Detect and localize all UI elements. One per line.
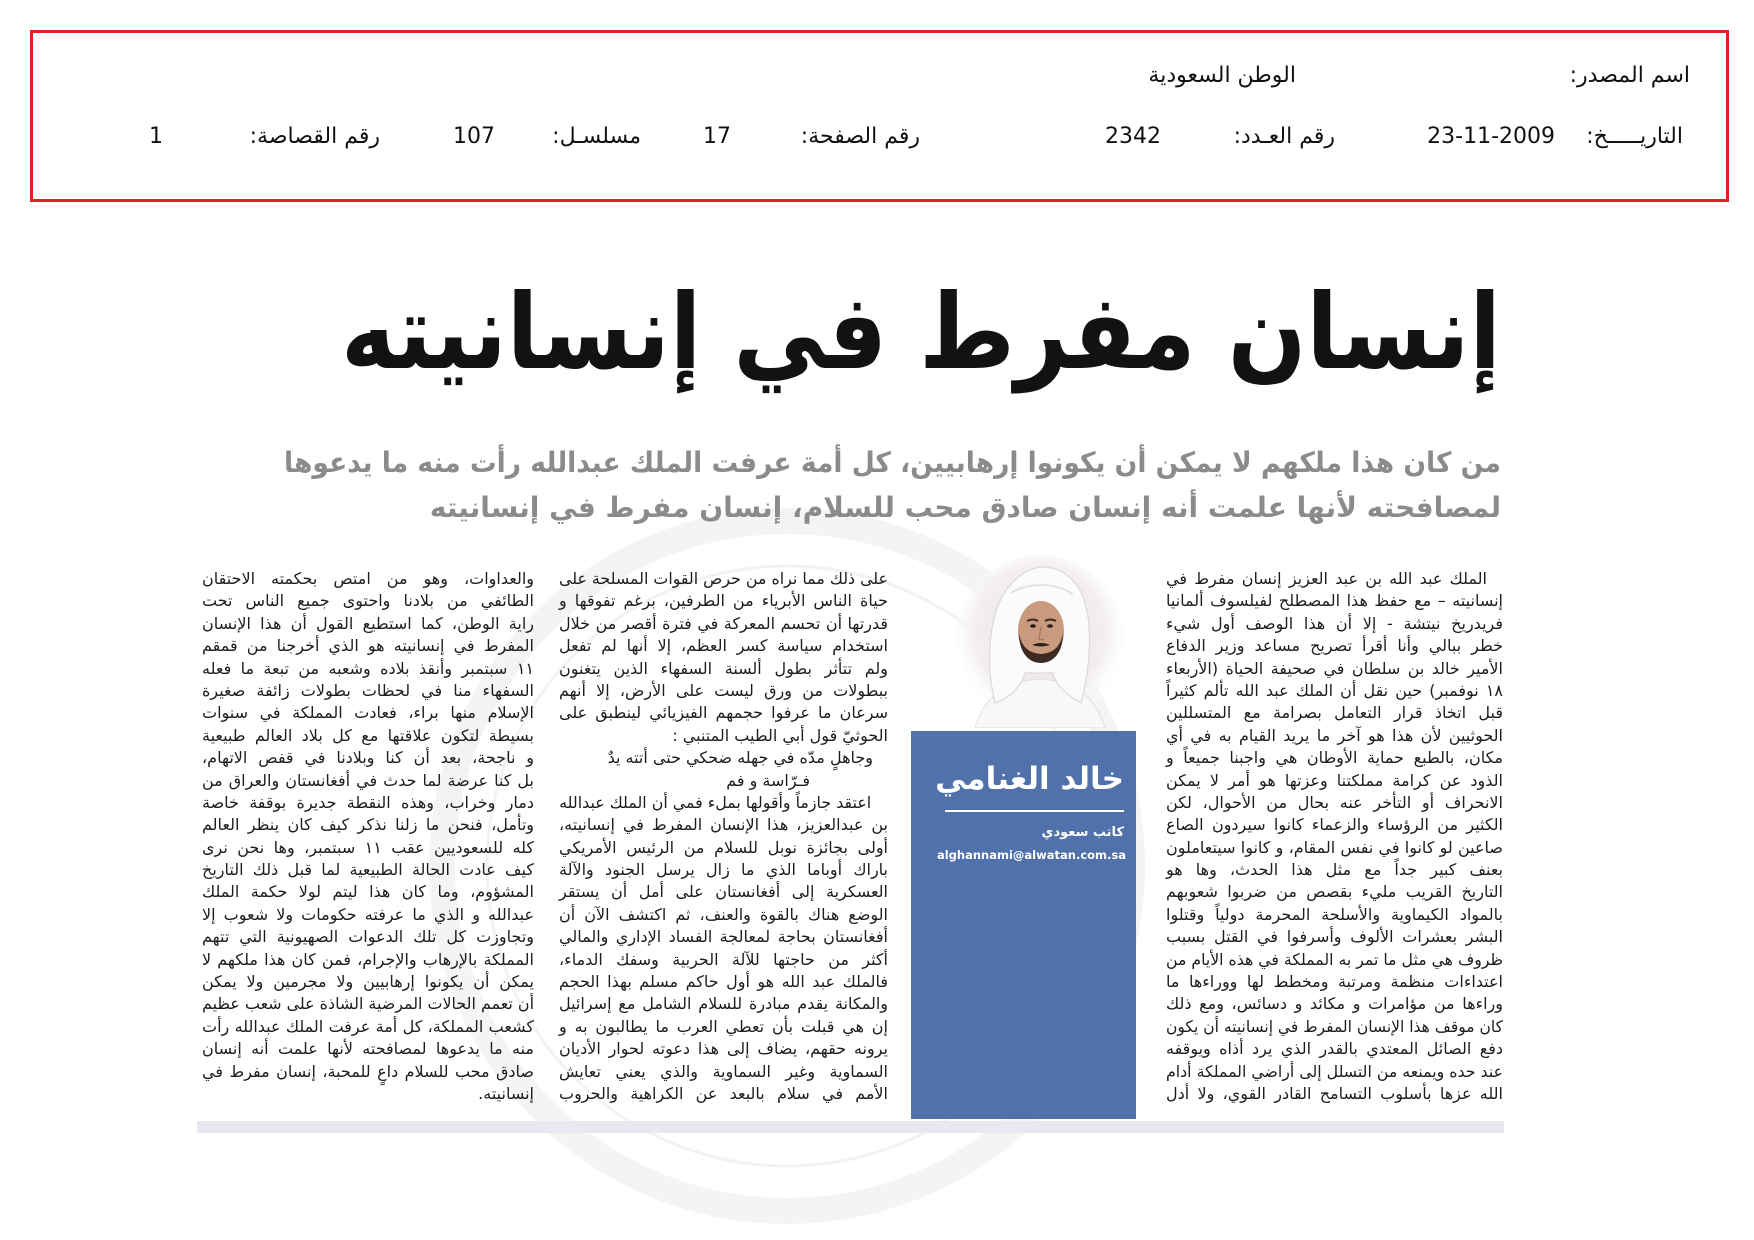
source-label: اسم المصدر: <box>1569 63 1690 88</box>
article-line: بالمواد الكيماوية والأسلحة المحرمة دولياً وقتلوا <box>1166 904 1503 924</box>
subheadline-line: من كان هذا ملكهم لا يمكن أن يكونوا إرهابيين، كل أمة عرفت الملك عبدالله رأت منه ما يدعوها <box>284 446 1502 479</box>
article-line: يمكن أن يكونوا إرهابيين ولا مجرمين ولا يمكن <box>202 972 534 992</box>
article-line: ١٨ نوفمبر) حين نقل أن الملك عبد الله تألم كثيراً <box>1166 680 1503 700</box>
article-line: بل كنا عرضة لما حدث في أفغانستان والعراق من <box>202 770 534 790</box>
article-line: اعتداءات منظمة ومرتبة ومخطط لها ووراءها ما <box>1166 972 1503 992</box>
article-line: كشعب المملكة، كل أمة عرفت الملك عبدالله رأت <box>202 1016 534 1036</box>
article-line: الله عزها بأسلوب التسامح القادر القوي، ولا أدل <box>1166 1083 1503 1103</box>
clipping-header-box <box>30 30 1729 202</box>
bottom-rule <box>197 1121 1504 1133</box>
article-line: أفغانستان بحاجة لمعالجة الفساد الإداري والمالي <box>559 927 888 947</box>
article-line: الحوثيّ قول أبي الطيب المتنبي : <box>672 725 888 745</box>
article-line: بن عبدالعزيز، هذا الإنسان المفرط في إنسانيته، <box>559 815 888 835</box>
article-line: وتجاوزت كل تلك الدعوات الصهيونية التي تتهم <box>202 927 534 947</box>
source-value: الوطن السعودية <box>1148 63 1296 88</box>
article-line: فريدريخ نيتشة - إلا أن هذا الوصف أول شيء <box>1166 613 1503 633</box>
article-line: بسيطة لتكون علاقتها مع كل بلاد العالم طبيعية <box>202 725 534 745</box>
article-line: الحوثيين لأن هذا هو آخر ما يريد القيام به في أي <box>1166 725 1503 745</box>
article-line: الأمير خالد بن سلطان في صحيفة الحياة (الأربعاء <box>1166 658 1503 678</box>
article-line: صاعين لو كانوا في نفس المقام، و كانوا سيتعاملون <box>1166 837 1503 857</box>
serial-label: مسلسـل: <box>552 124 641 149</box>
issue-label: رقم العـدد: <box>1233 124 1335 149</box>
article-line: الذود عن كرامة مملكتنا وعزتها هو أمر لا يمكن <box>1166 770 1503 790</box>
article-line: أكثر من حاجتها للآلة الحربية وسفك الدماء، <box>559 949 888 969</box>
article-line: الأمم في سلام بالبعد عن الكراهية والحروب <box>559 1083 888 1103</box>
article-line: إن هي قبلت بأن تعطي العرب ما يطالبون به و <box>559 1016 888 1036</box>
clipping-value: 1 <box>149 124 163 149</box>
article-line: ١١ سبتمبر وأنقذ بلاده وشعبه من تبعة ما فعله <box>202 658 534 678</box>
article-line: أولى بجائزة نوبل للسلام من الرئيس الأمريكي <box>559 837 888 857</box>
article-line: كيف عادت الحالة الطبيعية لما قبل ذلك التاريخ <box>202 860 534 880</box>
article-line: اعتقد جازماً وأقولها بملء فمي أن الملك عبدالله <box>559 792 872 812</box>
clipping-label: رقم القصاصة: <box>249 124 380 149</box>
article-line: بعنف كبير جداً مع مثل هذا الحدث، وها هو <box>1166 860 1503 880</box>
author-title: كاتب سعودي <box>1041 825 1124 840</box>
article-line: المشؤوم، وما كان هذا ليتم لولا حكمة الملك <box>202 882 534 902</box>
article-line: الملك عبد الله بن عبد العزيز إنسان مفرط في <box>1166 569 1487 588</box>
article-line: و ناجحة، بعد أن كنا وبلادنا في قفص الاتهام، <box>202 748 534 768</box>
article-line: الكثير من الرؤساء والزعماء كانوا سيردون الصاع <box>1166 815 1503 835</box>
article-line: العسكرية إلى أفغانستان على أمل أن يستقر <box>559 882 888 902</box>
article-line: وراءها من مؤامرات و مكائد و دسائس، ومع ذلك <box>1166 994 1503 1014</box>
author-divider <box>945 810 1124 812</box>
article-line: على ذلك مما نراه من حرص القوات المسلحة على <box>558 569 888 588</box>
article-line: سرعان ما عرفوا حجمهم الفيزيائي لينطبق على <box>559 703 888 723</box>
article-line: والمكانة يقدم مبادرة للسلام الشامل مع إسرائيل <box>559 994 888 1014</box>
article-line: السماوية وغير السماوية والذي يعني تعايش <box>559 1061 888 1081</box>
article-line: دفع الصائل المعتدي بالقدر الذي يرد أذاه ويوقفه <box>1166 1039 1503 1059</box>
article-line: الإسلام منها براء، فعادت المملكة في سنوات <box>202 703 534 723</box>
article-line: وتأمل، فنحن ما زلنا نذكر كيف كان ينظر العالم <box>202 815 534 835</box>
article-line: صادق محب للسلام داعٍ للمحبة، إنسان مفرط في <box>202 1061 534 1081</box>
article-column <box>559 568 888 1105</box>
article-line: المملكة بالإرهاب والإجرام، فمن كان هذا ملكهم لا <box>202 949 534 969</box>
article-line: أن تعمم الحالات المرضية الشاذة على شعب عظيم <box>201 994 535 1014</box>
article-line: عند حده ويمنعه من التسلل إلى أراضي المملكة أدام <box>1166 1061 1503 1081</box>
article-line: راية الوطن، كما استطيع القول أن هذا الإنسان <box>202 613 534 633</box>
article-line: قدرتها أن تحسم المعركة في فترة أقصر من خلال <box>559 613 888 633</box>
article-line: الوضع هناك بالقوة والعنف، ثم اكتشف الآن أن <box>559 904 888 924</box>
article-line: فـرّاسة و فم <box>726 770 810 790</box>
article-line: قبل اتخاذ قرار التعامل بصرامة مع المتسللين <box>1166 703 1503 723</box>
author-email: alghannami@alwatan.com.sa <box>936 848 1126 862</box>
article-column <box>1166 568 1503 1105</box>
article-line: خطر ببالي وأنا أقرأ تصريح مساعد وزير الدفاع <box>1166 636 1503 656</box>
article-line: كان موقف هذا الإنسان المفرط في إنسانيته أن يكون <box>1165 1016 1503 1036</box>
page-value: 17 <box>703 124 731 149</box>
author-name: خالد الغنامي <box>935 761 1124 797</box>
article-line: دمار وخراب، وهذه النقطة جديرة بوقفة خاصة <box>202 792 534 812</box>
article-line: كله للسعوديين عقب ١١ سبتمبر، وها نحن نرى <box>202 837 534 857</box>
article-line: البشر بعشرات الألوف وأسرفوا في القتل بسبب <box>1166 927 1503 947</box>
author-box <box>911 731 1136 1119</box>
author-photo <box>955 553 1125 728</box>
article-line: ولم تتأثر بطول ألسنة السفهاء الذين يتغنون <box>559 658 888 678</box>
article-line: إنسانيته – مع حفظ هذا المصطلح لفيلسوف ألمانيا <box>1166 591 1503 611</box>
subheadline-line: لمصافحته لأنها علمت أنه إنسان صادق محب للسلام، إنسان مفرط في إنسانيته <box>429 491 1501 524</box>
article-line: حياة الناس الأبرياء من الطرفين، برغم تفوقها و <box>559 591 888 611</box>
article-column <box>202 568 534 1105</box>
date-value: 23-11-2009 <box>1427 124 1555 149</box>
article-line: ظروف هي مثل ما تمر به المملكة في هذه الأيام من <box>1165 949 1503 969</box>
issue-value: 2342 <box>1105 124 1161 149</box>
article-line: وجاهلٍ مدّه في جهله ضحكي حتى أتته يدٌ <box>607 748 873 768</box>
article-line: المفرط في إنسانيته هو الذي أخرجنا من قمقم <box>202 636 534 656</box>
article-line: التاريخ القريب مليء بقصص من ضربوا شعوبهم <box>1166 882 1503 902</box>
article-line: باراك أوباما الذي ما زال يرسل الجنود والآلة <box>559 860 888 880</box>
article-line: عبدالله و الذي ما عرفته حكومات ولا شعوب إلا <box>202 904 534 924</box>
article-line: منه ما يدعوها لمصافحته لأنها علمت أنه إنسان <box>202 1039 534 1059</box>
article-line: الانحراف أو التأخر عنه بحال من الأحوال، لكن <box>1166 792 1503 812</box>
date-label: التاريـــــخ: <box>1586 124 1683 149</box>
article-line: فالملك عبد الله هو أول حاكم مسلم بهذا الحجم <box>559 972 888 992</box>
article-line: إنسانيته. <box>478 1083 534 1103</box>
article-line: يرونه حقهم، يضاف إلى هذا دعوته لحوار الأديان <box>559 1039 888 1059</box>
article-line: الطائفي من بلادنا واحتوى جميع الناس تحت <box>202 591 534 611</box>
article-line: استخدام سياسة كسر العظم، إلا أنها لم تفعل <box>559 636 888 656</box>
article-line: السفهاء منا في لحظات بطولات زائفة صغيرة <box>202 680 534 700</box>
page-label: رقم الصفحة: <box>800 124 920 149</box>
article-line: مكان، بالطبع حماية الأوطان هي واجبنا جميعاً و <box>1166 748 1503 768</box>
article-line: والعداوات، وهو من امتص بحكمته الاحتقان <box>202 569 534 588</box>
serial-value: 107 <box>453 124 495 149</box>
headline: إنسان مفرط في إنسانيته <box>340 271 1502 393</box>
article-line: ببطولات من ورق ليست على الأرض، إلا أنهم <box>559 680 888 700</box>
